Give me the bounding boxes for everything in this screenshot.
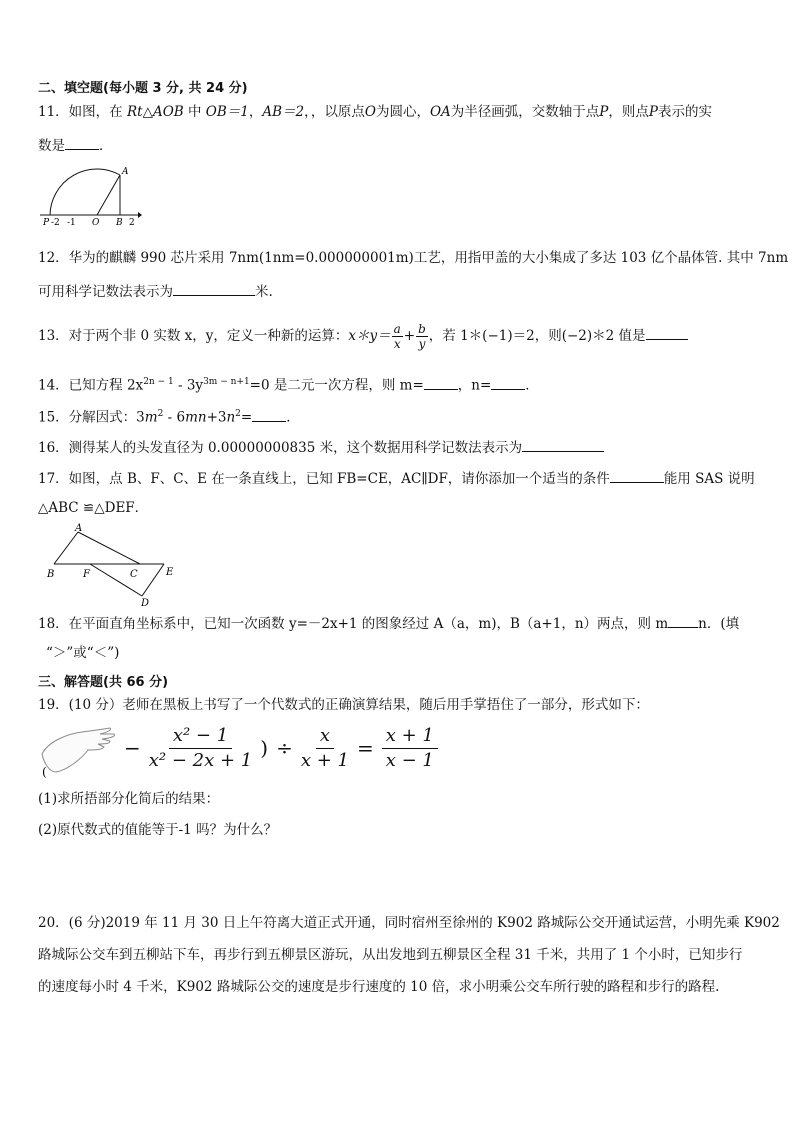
divide-sign: ÷ <box>276 736 293 760</box>
frac-den: x − 1 <box>385 749 434 771</box>
q15-answer-blank[interactable] <box>252 407 286 422</box>
q14-text: =0 是二元一次方程，则 m= <box>249 377 424 394</box>
q11-ob: OB＝1 <box>205 104 249 120</box>
arc <box>50 169 120 215</box>
q19-line1: 19．(10 分）老师在黑板上书写了一个代数式的正确演算结果，随后用手掌捂住了一部分，形式如下： <box>38 697 649 713</box>
q19-sub1: (1)求所捂部分化简后的结果： <box>38 791 220 807</box>
q14-m-blank[interactable] <box>424 375 458 390</box>
segment-de <box>142 564 164 596</box>
q14-n-blank[interactable] <box>491 375 525 390</box>
section-heading-fill-blank: 二、填空题(每小题 3 分, 共 24 分) <box>38 81 248 96</box>
equals-sign: = <box>356 736 374 760</box>
q13-line <box>38 318 688 354</box>
q11-text: ． <box>99 138 113 154</box>
q19-sub2: (2)原代数式的值能等于-1 吗？为什么？ <box>38 822 278 838</box>
frac-num: x² − 1 <box>169 724 232 749</box>
label-p: P <box>43 218 50 227</box>
q11-prefix: 11．如图，在 <box>38 104 127 120</box>
frac-den: y <box>418 337 426 351</box>
frac-den: x² − 2x + 1 <box>148 749 253 771</box>
q16-answer-blank[interactable] <box>522 437 604 452</box>
q11-answer-blank[interactable] <box>65 135 99 150</box>
q14-text: 14．已知方程 2x <box>38 377 144 394</box>
q19-fraction-3 <box>382 724 438 773</box>
q15-sup: 2 <box>235 409 241 419</box>
q18-line2: “＞”或“＜”) <box>46 645 120 661</box>
label-two: 2 <box>129 218 135 227</box>
q11-triangle: Rt△AOB <box>126 104 184 120</box>
q11-text: ， <box>248 104 263 120</box>
label-d: D <box>141 598 150 608</box>
q11-text: 为圆心， <box>375 104 430 120</box>
q14-line <box>38 373 539 395</box>
q13-plus: + <box>403 328 416 344</box>
q17-answer-blank[interactable] <box>610 468 664 483</box>
q15-sup: 2 <box>157 409 164 419</box>
label-minus2: -2 <box>51 218 60 227</box>
frac-num: a <box>393 322 401 336</box>
label-a: A <box>75 523 83 534</box>
q13-fraction-a-over-x <box>392 322 403 351</box>
open-paren: ( <box>42 765 47 779</box>
frac-num: x + 1 <box>382 724 438 749</box>
q18-answer-blank[interactable] <box>668 613 698 628</box>
q20-line3: 的速度每小时 4 千米，K902 路城际公交的速度是步行速度的 10 倍，求小明乘公交车所行驶的路程和步行的路程. <box>38 979 720 995</box>
segment-ba <box>54 532 78 564</box>
q15-var: n <box>226 409 236 426</box>
q16-text: 16．测得某人的头发直径为 0.00000000835 米，这个数据用科学记数法表示为 <box>38 440 523 456</box>
q15-text: 15．分解因式：3 <box>38 409 145 426</box>
q11-line1 <box>38 103 712 121</box>
hand-covering-icon <box>38 724 118 780</box>
q11-text: 中 <box>183 104 206 120</box>
q17-text: 17．如图，点 B、F、C、E 在一条直线上，已知 FB=CE，AC∥DF，请你添加一个适当的条件 <box>38 471 610 487</box>
q20-line2: 路城际公交车到五柳站下车，再步行到五柳景区游玩，从出发地到五柳景区全程 31 千米，共用了 1 个小时，已知步行 <box>38 947 743 963</box>
q11-text: 表示的实 <box>657 104 712 120</box>
q12-line1: 12．华为的麒麟 990 芯片采用 7nm(1nm=0.000000001m)工艺，用指甲盖的大小集成了多达 103 亿个晶体管. 其中 7nm <box>38 250 789 266</box>
q11-number-line-figure <box>38 165 143 227</box>
q12-line2 <box>38 281 273 301</box>
minus-sign: − <box>124 736 141 760</box>
q17-triangles-figure <box>40 522 185 608</box>
q11-line2 <box>38 135 113 155</box>
label-e: E <box>166 567 174 578</box>
q17-line1 <box>38 468 755 488</box>
q11-text: 数是 <box>38 138 65 154</box>
q14-text: ． <box>525 377 539 394</box>
q13-text: 13．对于两个非 0 实数 x，y，定义一种新的运算： <box>38 328 349 344</box>
q14-text: ，n= <box>457 377 492 394</box>
q12-text: 可用科学记数法表示为 <box>38 284 173 300</box>
q20-line1: 20．(6 分)2019 年 11 月 30 日上午符离大道正式开通，同时宿州至徐州的 K902 路城际公交开通试运营，小明先乘 K902 <box>38 915 780 931</box>
q14-exponent1: 2n − 1 <box>143 377 174 387</box>
q18-text: n．(填 <box>698 616 740 632</box>
label-b: B <box>116 218 123 227</box>
label-f: F <box>83 569 90 580</box>
q13-fraction-b-over-y <box>416 322 428 351</box>
q17-line2: △ABC ≌△DEF． <box>38 500 149 516</box>
close-paren: ) <box>260 736 269 760</box>
q15-var: m <box>144 409 158 426</box>
q14-exponent2: 3m − n+1 <box>203 377 250 387</box>
q11-var-oa: OA <box>429 104 451 120</box>
q16-line <box>38 437 604 457</box>
q14-text: - 3y <box>173 377 204 394</box>
q18-text: 18．在平面直角坐标系中，已知一次函数 y=－2x+1 的图象经过 A（a，m)，B（a+1，n）两点，则 m <box>38 616 669 632</box>
label-minus1: -1 <box>67 218 76 227</box>
frac-num: b <box>418 322 426 336</box>
q12-text: 米. <box>255 284 273 300</box>
frac-num: x <box>316 724 334 749</box>
frac-den: x <box>393 337 401 351</box>
q12-answer-blank[interactable] <box>173 281 255 296</box>
segment-oa <box>97 175 120 215</box>
q11-ab: AB＝2 <box>262 104 305 120</box>
hand-shape <box>42 728 115 772</box>
q11-var-p: P <box>599 104 609 120</box>
q11-text: 为半径画弧，交数轴于点 <box>450 104 600 120</box>
q15-var: mn <box>185 409 207 426</box>
q13-condition: ，若 1＊(−1)＝2 <box>428 328 535 344</box>
q15-text: - 6 <box>163 409 186 426</box>
q11-text: ，则点 <box>608 104 649 120</box>
label-b: B <box>47 569 55 580</box>
q19-fraction-1 <box>149 724 252 773</box>
label-c: C <box>130 569 138 580</box>
q19-formula <box>120 722 442 774</box>
q13-answer-blank[interactable] <box>646 325 688 340</box>
q18-line1 <box>38 613 739 633</box>
segment-ac <box>78 532 140 564</box>
frac-den: x + 1 <box>300 749 349 771</box>
label-o: O <box>92 218 100 227</box>
q17-text: 能用 SAS 说明 <box>663 471 755 487</box>
section-heading-solve: 三、解答题(共 66 分) <box>38 675 169 690</box>
q15-line <box>38 405 300 427</box>
q11-var-o: O <box>364 104 376 120</box>
q15-text: +3 <box>206 409 227 426</box>
q11-var-p2: P <box>648 104 658 120</box>
q19-fraction-2 <box>301 724 349 773</box>
q13-question: ，则(−2)＊2 值是 <box>534 328 646 344</box>
q11-text: ，，以原点 <box>304 104 365 120</box>
q13-lhs: x＊y＝ <box>348 328 391 344</box>
axis-arrow-icon <box>138 212 142 218</box>
label-a: A <box>122 167 129 177</box>
q15-text: = <box>240 409 253 426</box>
q15-text: ． <box>286 409 300 426</box>
